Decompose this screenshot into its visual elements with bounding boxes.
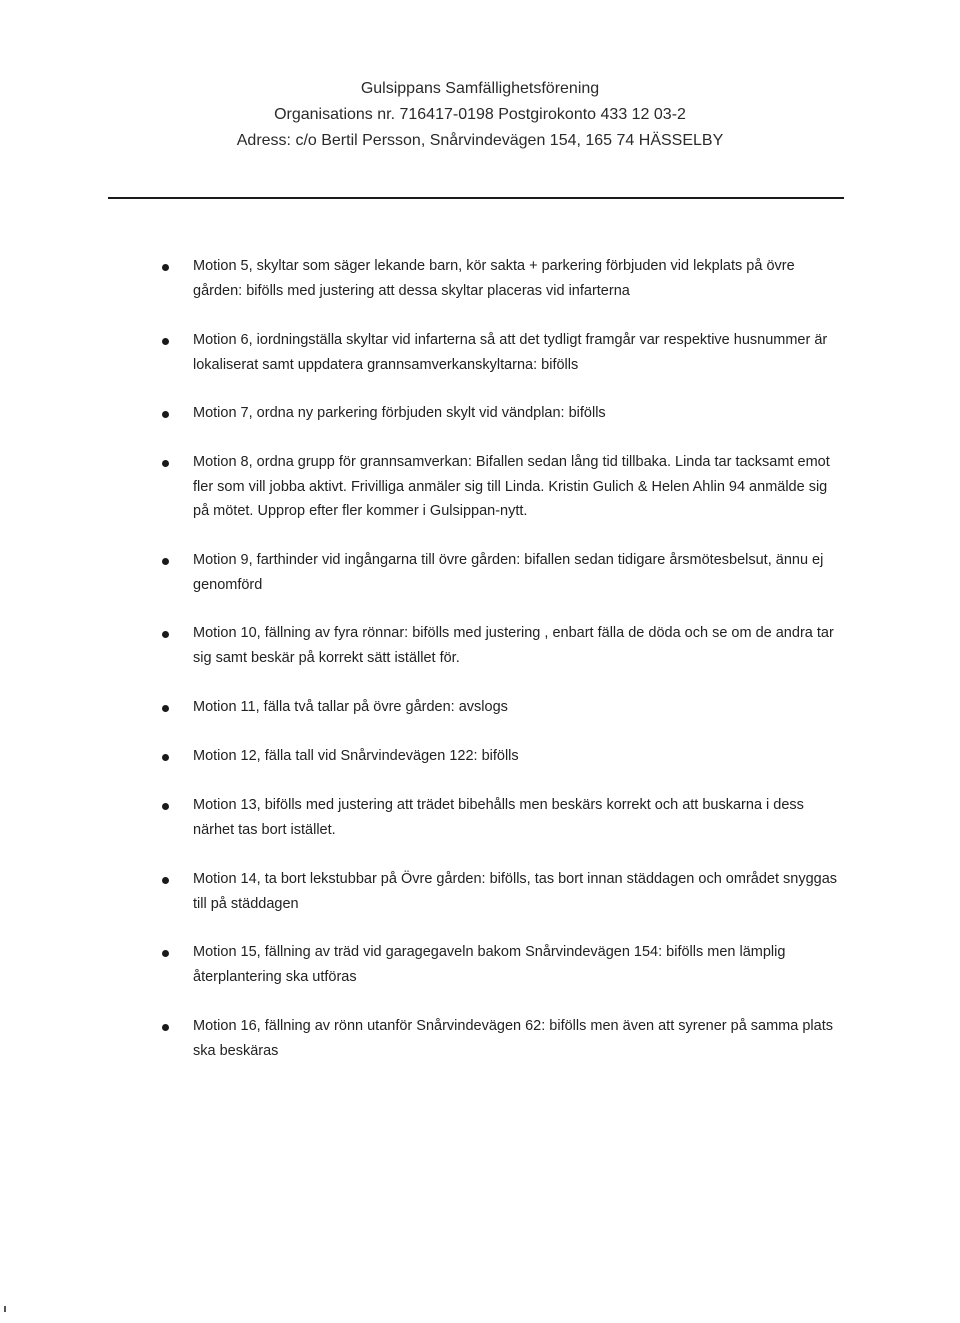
list-item <box>193 744 843 769</box>
list-item <box>193 940 843 989</box>
motion-text: Motion 10, fällning av fyra rönnar: bifölls med justering , enbart fälla de döda och se om de andra tar sig samt beskär på korrekt sätt istället för. <box>193 625 834 666</box>
bullet-icon <box>162 754 169 761</box>
list-item <box>193 401 843 426</box>
bullet-icon <box>162 460 169 467</box>
motion-text: Motion 11, fälla två tallar på övre gården: avslogs <box>193 699 508 715</box>
list-item <box>193 254 843 303</box>
organisation-number: Organisations nr. 716417-0198 Postgirokonto 433 12 03-2 <box>274 106 686 123</box>
motion-text: Motion 7, ordna ny parkering förbjuden skylt vid vändplan: bifölls <box>193 405 606 421</box>
list-item <box>193 621 843 670</box>
motion-text: Motion 8, ordna grupp för grannsamverkan: Bifallen sedan lång tid tillbaka. Linda tar tacksamt emot fler som vill jobba aktivt. Frivilliga anmäler sig till Linda. Kristin Gulich & Helen Ahlin 94 anmälde sig på mötet. Upprop efter fler kommer i Gulsippan-nytt. <box>193 454 830 519</box>
list-item <box>193 793 843 842</box>
association-name: Gulsippans Samfällighetsförening <box>360 80 600 97</box>
list-item <box>193 548 843 597</box>
bullet-icon <box>162 338 169 345</box>
bullet-icon <box>162 264 169 271</box>
bullet-icon <box>162 803 169 810</box>
bullet-icon <box>162 950 169 957</box>
motion-text: Motion 5, skyltar som säger lekande barn, kör sakta + parkering förbjuden vid lekplats på övre gården: bifölls med justering att dessa skyltar placeras vid infarterna <box>193 258 795 299</box>
motion-text: Motion 15, fällning av träd vid garagegaveln bakom Snårvindevägen 154: bifölls men lämplig återplantering ska utföras <box>193 944 786 985</box>
address-line: Adress: c/o Bertil Persson, Snårvindevägen 154, 165 74 HÄSSELBY <box>236 132 724 149</box>
list-item <box>193 867 843 916</box>
list-item <box>193 450 843 524</box>
motion-text: Motion 16, fällning av rönn utanför Snårvindevägen 62: bifölls men även att syrener på samma plats ska beskäras <box>193 1018 833 1059</box>
bullet-icon <box>162 411 169 418</box>
scan-margin-mark <box>4 1306 6 1312</box>
bullet-icon <box>162 705 169 712</box>
bullet-icon <box>162 1024 169 1031</box>
list-item <box>193 1014 843 1063</box>
letterhead <box>0 76 960 154</box>
header-divider <box>108 197 844 199</box>
bullet-icon <box>162 631 169 638</box>
bullet-icon <box>162 558 169 565</box>
bullet-icon <box>162 877 169 884</box>
motion-text: Motion 14, ta bort lekstubbar på Övre gården: bifölls, tas bort innan städdagen och området snyggas till på städdagen <box>193 871 838 912</box>
motion-text: Motion 12, fälla tall vid Snårvindevägen 122: bifölls <box>193 748 519 764</box>
motion-text: Motion 6, iordningställa skyltar vid infarterna så att det tydligt framgår var respektive husnummer är lokaliserat samt uppdatera grannsamverkanskyltarna: bifölls <box>193 332 828 373</box>
motion-text: Motion 13, bifölls med justering att trädet bibehålls men beskärs korrekt och att buskarna i dess närhet tas bort istället. <box>193 797 804 838</box>
list-item <box>193 328 843 377</box>
list-item <box>193 695 843 720</box>
motion-text: Motion 9, farthinder vid ingångarna till övre gården: bifallen sedan tidigare årsmötesbelsut, ännu ej genomförd <box>193 552 824 593</box>
